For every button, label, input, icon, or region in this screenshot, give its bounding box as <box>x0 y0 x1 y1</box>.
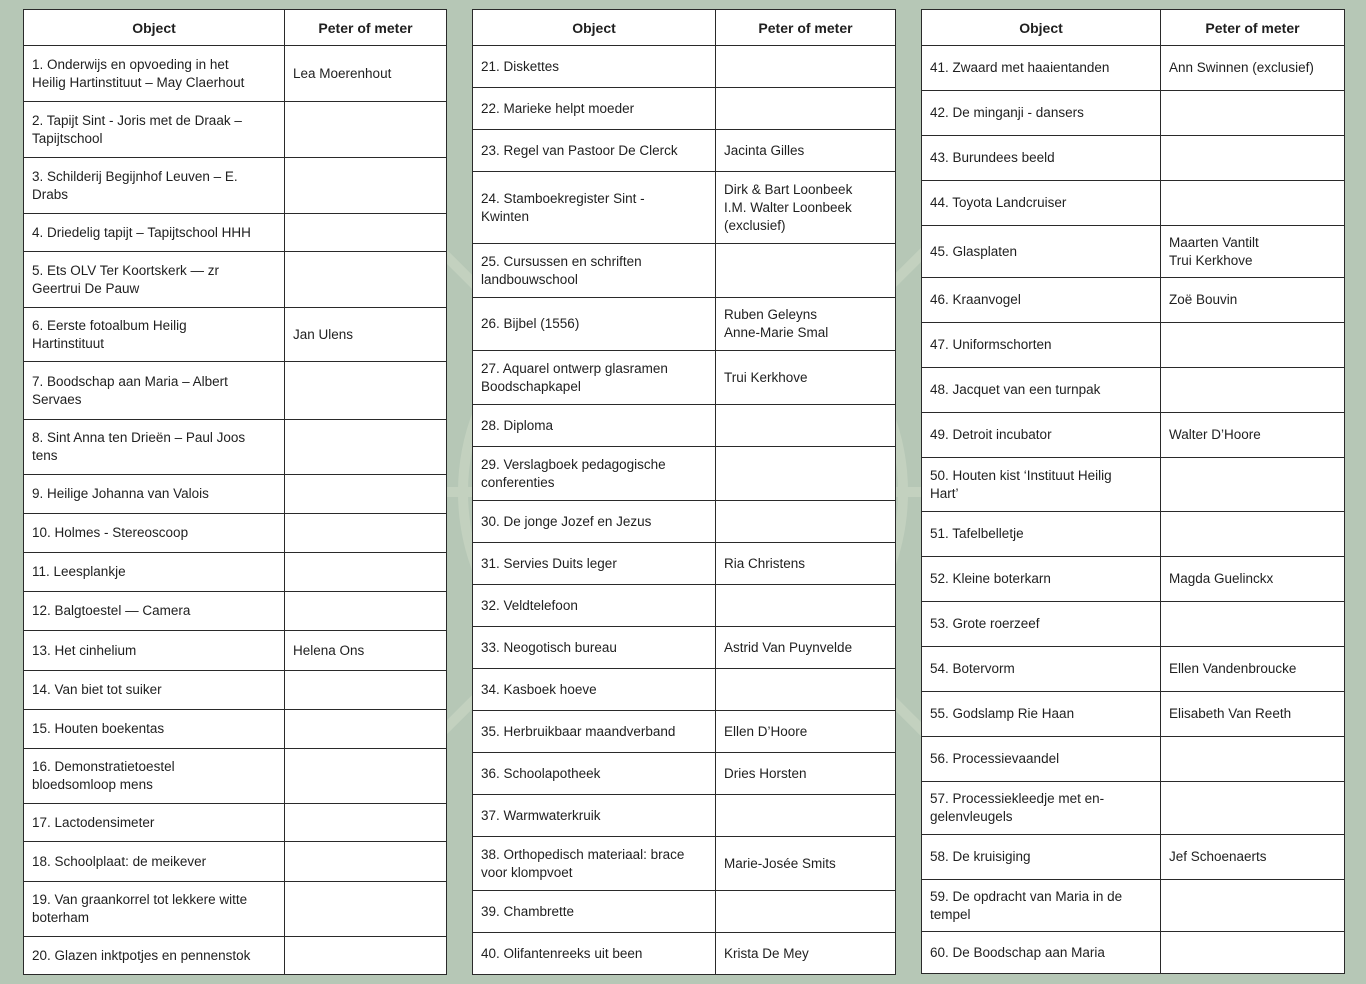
header-sponsor: Peter of meter <box>285 10 447 46</box>
object-cell: 60. De Boodschap aan Maria <box>922 932 1161 974</box>
sponsor-cell <box>1161 181 1345 226</box>
object-cell: 57. Processiekleedje met en- gelenvleugels <box>922 782 1161 835</box>
sponsor-cell <box>1161 136 1345 181</box>
object-cell: 37. Warmwaterkruik <box>473 795 716 837</box>
sponsor-cell: Ellen D’Hoore <box>716 711 896 753</box>
object-cell: 51. Tafelbelletje <box>922 512 1161 557</box>
object-cell: 54. Botervorm <box>922 647 1161 692</box>
object-cell: 8. Sint Anna ten Drieën – Paul Joos tens <box>24 420 285 475</box>
sponsor-cell <box>716 585 896 627</box>
object-cell: 58. De kruisiging <box>922 835 1161 880</box>
object-cell: 19. Van graankorrel tot lekkere witte boterham <box>24 882 285 937</box>
sponsor-cell <box>285 592 447 631</box>
object-cell: 20. Glazen inktpotjes en pennenstok <box>24 937 285 975</box>
object-cell: 41. Zwaard met haaientanden <box>922 46 1161 91</box>
object-cell: 7. Boodschap aan Maria – Albert Servaes <box>24 362 285 420</box>
sponsor-cell: Trui Kerkhove <box>716 351 896 405</box>
object-cell: 3. Schilderij Begijnhof Leuven – E. Drabs <box>24 158 285 214</box>
sponsor-cell: Magda Guelinckx <box>1161 557 1345 602</box>
sponsor-cell: Ria Christens <box>716 543 896 585</box>
sponsor-cell <box>1161 602 1345 647</box>
sponsor-cell <box>285 882 447 937</box>
object-cell: 34. Kasboek hoeve <box>473 669 716 711</box>
object-cell: 6. Eerste fotoalbum Heilig Hartinstituut <box>24 308 285 362</box>
object-cell: 18. Schoolplaat: de meikever <box>24 842 285 882</box>
object-cell: 53. Grote roerzeef <box>922 602 1161 647</box>
object-cell: 1. Onderwijs en opvoeding in het Heilig Hartinstituut – May Claerhout <box>24 46 285 102</box>
sponsor-cell: Zoë Bouvin <box>1161 278 1345 323</box>
object-cell: 55. Godslamp Rie Haan <box>922 692 1161 737</box>
sponsor-cell <box>285 553 447 592</box>
sponsor-cell: Ann Swinnen (exclusief) <box>1161 46 1345 91</box>
object-cell: 39. Chambrette <box>473 891 716 933</box>
object-cell: 13. Het cinhelium <box>24 631 285 671</box>
object-cell: 30. De jonge Jozef en Jezus <box>473 501 716 543</box>
sponsor-cell: Jan Ulens <box>285 308 447 362</box>
sponsor-cell <box>285 749 447 804</box>
object-cell: 9. Heilige Johanna van Valois <box>24 475 285 514</box>
sponsor-cell <box>1161 368 1345 413</box>
sponsor-cell: Walter D’Hoore <box>1161 413 1345 458</box>
object-cell: 24. Stamboekregister Sint - Kwinten <box>473 172 716 244</box>
header-sponsor: Peter of meter <box>716 10 896 46</box>
header-object: Object <box>24 10 285 46</box>
object-cell: 48. Jacquet van een turnpak <box>922 368 1161 413</box>
object-cell: 31. Servies Duits leger <box>473 543 716 585</box>
object-cell: 36. Schoolapotheek <box>473 753 716 795</box>
sponsor-cell <box>285 252 447 308</box>
object-cell: 45. Glasplaten <box>922 226 1161 278</box>
object-cell: 2. Tapijt Sint - Joris met de Draak – Tapijtschool <box>24 102 285 158</box>
sponsor-cell: Astrid Van Puynvelde <box>716 627 896 669</box>
object-cell: 16. Demonstratietoestel bloedsomloop mens <box>24 749 285 804</box>
header-object: Object <box>922 10 1161 46</box>
sponsor-cell <box>1161 880 1345 932</box>
object-cell: 38. Orthopedisch materiaal: brace voor klompvoet <box>473 837 716 891</box>
sponsor-cell <box>285 102 447 158</box>
sponsor-cell: Lea Moerenhout <box>285 46 447 102</box>
sponsor-cell: Maarten Vantilt Trui Kerkhove <box>1161 226 1345 278</box>
sponsor-cell <box>716 88 896 130</box>
sponsor-cell <box>1161 932 1345 974</box>
sponsor-cell: Elisabeth Van Reeth <box>1161 692 1345 737</box>
object-cell: 40. Olifantenreeks uit been <box>473 933 716 975</box>
object-cell: 28. Diploma <box>473 405 716 447</box>
sponsor-cell <box>285 842 447 882</box>
object-cell: 47. Uniformschorten <box>922 323 1161 368</box>
object-cell: 32. Veldtelefoon <box>473 585 716 627</box>
sponsor-cell <box>285 420 447 475</box>
sponsor-cell <box>285 475 447 514</box>
object-cell: 21. Diskettes <box>473 46 716 88</box>
object-cell: 26. Bijbel (1556) <box>473 298 716 351</box>
sponsor-cell <box>716 405 896 447</box>
sponsor-cell <box>285 158 447 214</box>
object-cell: 14. Van biet tot suiker <box>24 671 285 710</box>
objects-table-2 <box>472 9 896 975</box>
object-cell: 50. Houten kist ‘Instituut Heilig Hart’ <box>922 458 1161 512</box>
objects-table-1 <box>23 9 447 975</box>
sponsor-cell <box>716 46 896 88</box>
sponsor-cell <box>716 891 896 933</box>
sponsor-cell <box>285 804 447 842</box>
object-cell: 5. Ets OLV Ter Koortskerk — zr Geertrui De Pauw <box>24 252 285 308</box>
object-cell: 52. Kleine boterkarn <box>922 557 1161 602</box>
object-cell: 15. Houten boekentas <box>24 710 285 749</box>
object-cell: 4. Driedelig tapijt – Tapijtschool HHH <box>24 214 285 252</box>
object-cell: 35. Herbruikbaar maandverband <box>473 711 716 753</box>
sponsor-cell <box>716 244 896 298</box>
object-cell: 25. Cursussen en schriften landbouwschool <box>473 244 716 298</box>
sponsor-cell <box>285 362 447 420</box>
objects-table-3 <box>921 9 1345 974</box>
sponsor-cell: Ruben Geleyns Anne-Marie Smal <box>716 298 896 351</box>
object-cell: 29. Verslagboek pedagogische conferenties <box>473 447 716 501</box>
sponsor-cell: Jacinta Gilles <box>716 130 896 172</box>
sponsor-cell <box>1161 782 1345 835</box>
sponsor-cell: Krista De Mey <box>716 933 896 975</box>
sponsor-cell <box>1161 323 1345 368</box>
header-object: Object <box>473 10 716 46</box>
object-cell: 12. Balgtoestel — Camera <box>24 592 285 631</box>
sponsor-cell <box>716 447 896 501</box>
object-cell: 33. Neogotisch bureau <box>473 627 716 669</box>
object-cell: 59. De opdracht van Maria in de tempel <box>922 880 1161 932</box>
sponsor-cell <box>1161 458 1345 512</box>
sponsor-cell <box>716 795 896 837</box>
object-cell: 44. Toyota Landcruiser <box>922 181 1161 226</box>
sponsor-cell <box>285 937 447 975</box>
object-cell: 10. Holmes - Stereoscoop <box>24 514 285 553</box>
sponsor-cell: Dirk & Bart Loonbeek I.M. Walter Loonbeek (exclusief) <box>716 172 896 244</box>
sponsor-cell <box>1161 512 1345 557</box>
object-cell: 42. De minganji - dansers <box>922 91 1161 136</box>
sponsor-cell <box>716 501 896 543</box>
sponsor-cell <box>716 669 896 711</box>
sponsor-cell: Helena Ons <box>285 631 447 671</box>
sponsor-cell <box>285 214 447 252</box>
sponsor-cell: Jef Schoenaerts <box>1161 835 1345 880</box>
object-cell: 49. Detroit incubator <box>922 413 1161 458</box>
object-cell: 27. Aquarel ontwerp glasramen Boodschapkapel <box>473 351 716 405</box>
object-cell: 43. Burundees beeld <box>922 136 1161 181</box>
sponsor-cell <box>285 514 447 553</box>
sponsor-cell <box>285 710 447 749</box>
sponsor-cell <box>285 671 447 710</box>
sponsor-cell: Marie-Josée Smits <box>716 837 896 891</box>
object-cell: 46. Kraanvogel <box>922 278 1161 323</box>
sponsor-cell <box>1161 737 1345 782</box>
object-cell: 22. Marieke helpt moeder <box>473 88 716 130</box>
sponsor-cell: Ellen Vandenbroucke <box>1161 647 1345 692</box>
sponsor-cell <box>1161 91 1345 136</box>
object-cell: 11. Leesplankje <box>24 553 285 592</box>
object-cell: 23. Regel van Pastoor De Clerck <box>473 130 716 172</box>
object-cell: 56. Processievaandel <box>922 737 1161 782</box>
header-sponsor: Peter of meter <box>1161 10 1345 46</box>
sponsor-cell: Dries Horsten <box>716 753 896 795</box>
object-cell: 17. Lactodensimeter <box>24 804 285 842</box>
